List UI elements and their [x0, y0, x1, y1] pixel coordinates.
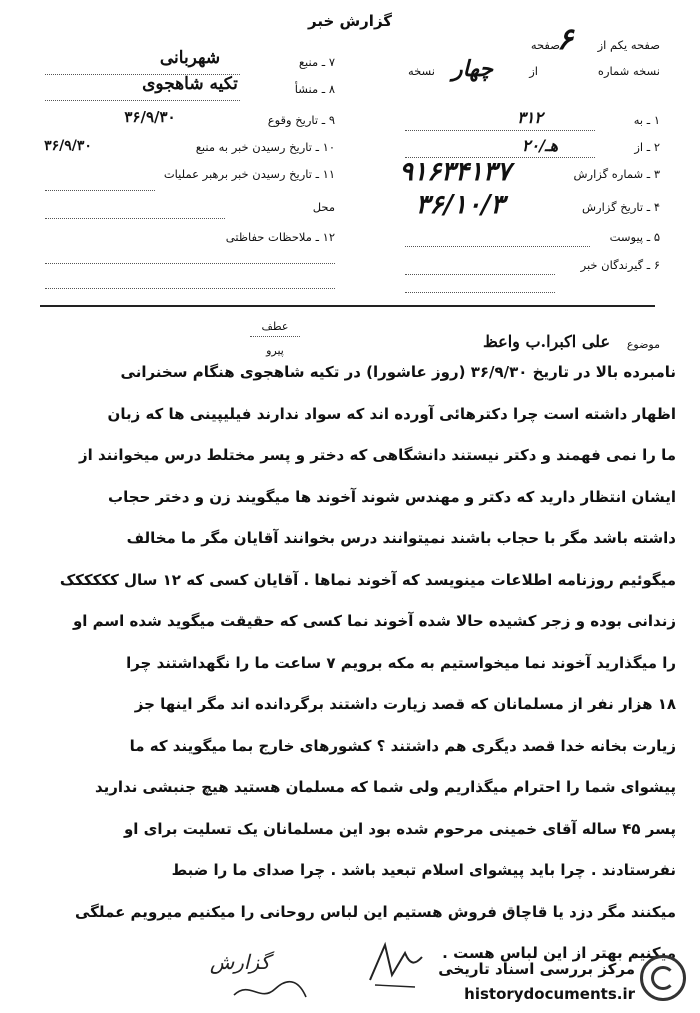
archive-logo-icon — [640, 955, 686, 1001]
body-line: زیارت بخانه خدا قصد دیگری هم داشتند ؟ کشورهای خارج بما میگویند که ما — [129, 736, 676, 755]
occurrence-date-value: ۳۶/۹/۳۰ — [124, 108, 176, 126]
from-value: ۲۰/هـ — [521, 136, 559, 155]
subject-value: علی اکبرا.ب واعظ — [482, 332, 610, 351]
from-label: ۲ ـ از — [634, 140, 660, 154]
watermark-url: historydocuments.ir — [464, 985, 635, 1003]
body-line: را میگذارید آخوند نما میخواستیم به مکه برویم ۷ ساعت ما را نگهداشتند چرا — [126, 653, 676, 672]
received-date-value: ۳۶/۹/۳۰ — [44, 138, 92, 154]
page-count-value: ۶ — [556, 22, 574, 57]
page-label: صفحه یکم از — [597, 38, 660, 52]
body-line: زندانی بوده و زجر کشیده حالا شده آخوند نما کسی که حقیقت میگوید شده اسم او — [72, 612, 676, 630]
body-line: داشته باشد مگر با حجاب باشند نمیتوانند درس بخوانند آقایان مگر ما مخالف — [126, 529, 676, 547]
report-date-value: ۳۶/۱۰/۳ — [415, 190, 505, 220]
recipients-label: ۶ ـ گیرندگان خبر — [580, 258, 660, 272]
subject-label: موضوع — [626, 338, 660, 351]
body-line: میگوئیم روزنامه اطلاعات مینویسد که آخوند نماها . آقایان کسی که ۱۲ سال کککککک — [59, 570, 676, 589]
attachment-label: ۵ ـ پیوست — [609, 230, 660, 244]
watermark-text: مرکز بررسی اسناد تاریخی — [438, 960, 635, 978]
body-line: پسر ۴۵ ساله آقای خمینی مرحوم شده بود این مسلمانان یک تسلیت برای او — [123, 819, 676, 838]
body-line: میکنند مگر دزد یا قاچاق فروش هستیم این لباس روحانی را میکنیم میرویم عملگی — [75, 902, 676, 921]
signature-2 — [230, 975, 310, 1005]
report-number-value: ۹۱۶۳۴۱۳۷ — [399, 157, 511, 187]
body-line: ایشان انتظار دارید که دکتر و مهندس شوند آخوند ها میگویند زن و دختر حجاب — [108, 487, 676, 506]
reference-label: عطف — [261, 320, 289, 333]
security-notes-label: ۱۲ ـ ملاحظات حفاظتی — [225, 230, 335, 244]
body-line: اظهار داشته است چرا دکترهائی آورده اند که سواد ندارند فیلیپینی ها که زبان — [107, 404, 676, 423]
ops-received-label: ۱۱ ـ تاریخ رسیدن خبر برهبر عملیات — [163, 167, 335, 181]
page-title: گزارش خبر — [307, 12, 393, 30]
horizontal-rule — [40, 305, 655, 307]
occurrence-date-label: ۹ ـ تاریخ وقوع — [267, 113, 335, 127]
body-line: ۱۸ هزار نفر از مسلمانان که قصد زیارت داشتند برگردانده اند مگر اینها جز — [134, 695, 676, 713]
source-value: شهربانی — [159, 48, 221, 68]
signature-1: گزارش — [209, 950, 270, 974]
copy-suffix: نسخه — [407, 64, 435, 78]
source-label: ۷ ـ منبع — [298, 55, 335, 69]
copy-label: نسخه شماره — [597, 64, 660, 78]
received-date-label: ۱۰ ـ تاریخ رسیدن خبر به منبع — [195, 140, 335, 154]
body-line: پیشوای شما را احترام میگذاریم ولی شما که مسلمان هستید هیچ جنبشی ندارید — [94, 778, 676, 796]
report-body — [28, 352, 676, 975]
body-line: ما را نمی فهمند و دکتر نیستند دانشگاهی که دختر و پسر مختلط درس میخوانند از — [79, 446, 676, 464]
body-line: نامبرده بالا در تاریخ ۳۶/۹/۳۰ (روز عاشورا) در تکیه شاهجوی هنگام سخنرانی — [120, 363, 676, 381]
location-label: محل — [312, 200, 335, 214]
to-value: ۳۱۲ — [517, 108, 543, 127]
copy-of-label: از — [529, 64, 538, 78]
follow-up-label: پیرو — [266, 344, 284, 357]
report-date-label: ۴ ـ تاریخ گزارش — [581, 200, 660, 214]
to-label: ۱ ـ به — [633, 113, 660, 127]
origin-value: تکیه شاهجوی — [142, 74, 238, 94]
page-label-suffix: صفحه — [530, 38, 560, 52]
copy-count-value: چهار — [451, 56, 494, 82]
body-line: میکنیم بهتر از این لباس هست . — [442, 944, 676, 962]
body-line: نفرستادند . چرا باید پیشوای اسلام تبعید باشد . چرا صدای ما را ضبط — [171, 861, 676, 879]
report-number-label: ۳ ـ شماره گزارش — [573, 167, 660, 181]
origin-label: ۸ ـ منشأ — [294, 82, 335, 96]
